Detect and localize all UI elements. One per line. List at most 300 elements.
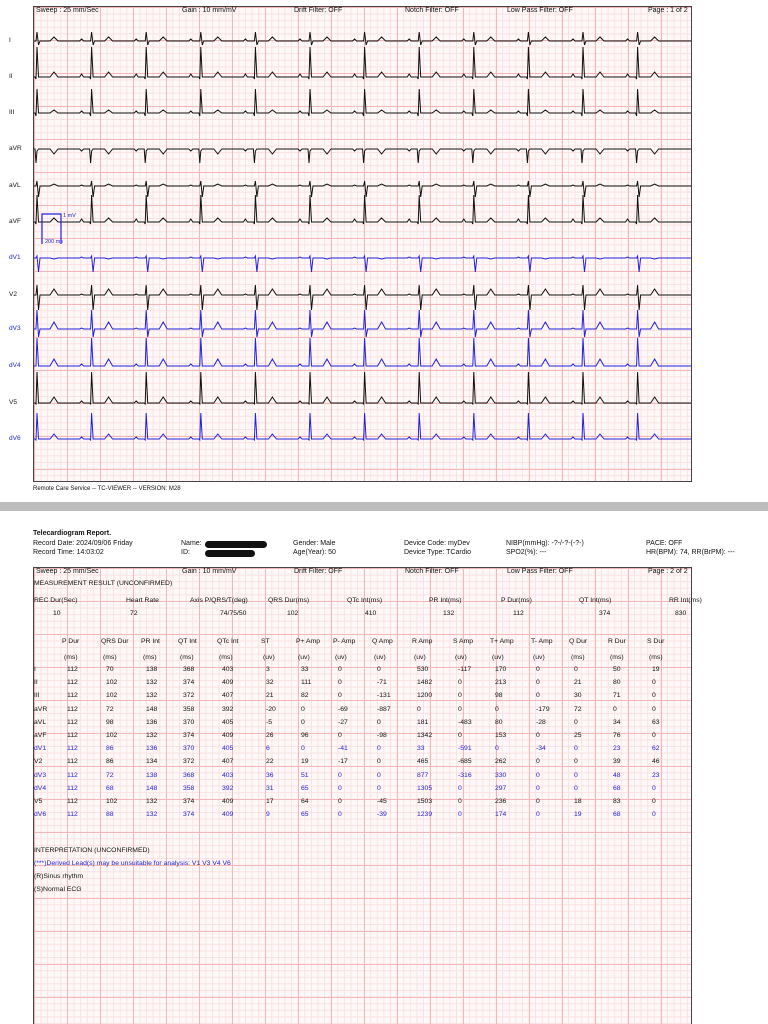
column-unit: (ms): [610, 654, 624, 661]
table-cell: 0: [652, 784, 656, 792]
table-cell: 370: [183, 718, 195, 726]
column-unit: (ms): [180, 654, 194, 661]
lead-label: V2: [9, 291, 17, 298]
column-unit: (uv): [374, 654, 386, 661]
table-cell: 0: [301, 718, 305, 726]
table-cell: 65: [301, 811, 309, 819]
interpretation-rhythm: (R)Sinus rhythm: [34, 873, 84, 880]
column-header: ST: [261, 638, 270, 645]
record-time: Record Time: 14:03:02: [33, 549, 104, 556]
summary-header: P Dur(ms): [501, 597, 532, 604]
table-cell: 368: [183, 771, 195, 779]
column-unit: (ms): [64, 654, 78, 661]
table-cell: 9: [266, 811, 270, 819]
table-cell: 403: [222, 771, 234, 779]
column-unit: (uv): [492, 654, 504, 661]
page-number: Page : 1 of 2: [648, 7, 688, 14]
table-cell: 64: [301, 798, 309, 805]
table-cell: 33: [417, 745, 425, 753]
table-cell: 112: [67, 692, 78, 700]
table-cell: 174: [495, 811, 507, 819]
table-cell: 0: [338, 811, 342, 819]
table-cell: -28: [536, 718, 546, 726]
table-cell: 132: [146, 798, 158, 805]
table-cell: 0: [377, 745, 381, 753]
table-cell: 112: [67, 798, 78, 805]
table-cell: 68: [613, 811, 621, 819]
table-cell: -316: [458, 771, 472, 779]
table-cell: 68: [106, 784, 114, 792]
table-cell: 0: [338, 666, 342, 673]
table-cell: 112: [67, 771, 78, 779]
ecg-trace-v2: [34, 285, 691, 310]
table-row-lead: V5: [34, 798, 43, 805]
table-cell: 0: [495, 705, 499, 713]
table-row-lead: dV4: [34, 784, 47, 792]
table-cell: -5: [266, 718, 273, 726]
summary-value: 10: [53, 610, 61, 617]
column-unit: (ms): [571, 654, 585, 661]
ecg-trace-dv1: [34, 256, 691, 272]
table-row-lead: V2: [34, 758, 43, 766]
table-cell: 358: [183, 705, 195, 713]
table-cell: 236: [495, 798, 507, 805]
table-cell: 0: [338, 798, 342, 805]
sweep-label: Sweep : 25 mm/Sec: [36, 7, 99, 14]
summary-value: 830: [675, 610, 687, 617]
table-cell: 68: [613, 784, 621, 792]
column-unit: (uv): [298, 654, 310, 661]
age: Age(Year): 50: [293, 549, 336, 556]
table-cell: 102: [106, 692, 118, 700]
table-row-lead: III: [34, 692, 40, 700]
calibration-time-label: 200 ms: [45, 239, 64, 245]
table-cell: 102: [106, 679, 118, 687]
table-cell: 0: [338, 784, 342, 792]
summary-header: PR Int(ms): [429, 597, 462, 604]
table-cell: 70: [106, 666, 114, 673]
table-cell: 405: [222, 745, 234, 753]
table-cell: 88: [106, 811, 114, 819]
table-cell: 26: [266, 732, 274, 739]
table-cell: 3: [266, 666, 270, 673]
table-cell: 86: [106, 745, 114, 753]
column-header: T- Amp: [531, 638, 553, 645]
column-header: S Amp: [453, 638, 474, 645]
table-cell: 80: [613, 679, 621, 687]
table-cell: 21: [574, 679, 582, 687]
table-cell: 0: [613, 705, 617, 713]
table-cell: 31: [266, 784, 274, 792]
table-cell: 136: [146, 718, 158, 726]
table-cell: 82: [301, 692, 309, 700]
lead-label: I: [9, 37, 11, 44]
ecg-trace-dv3: [34, 310, 691, 337]
column-header: R Dur: [608, 638, 626, 645]
table-cell: 21: [266, 692, 274, 700]
table-cell: 374: [183, 798, 195, 805]
sweep-label: Sweep : 25 mm/Sec: [36, 568, 99, 575]
table-cell: 392: [222, 705, 234, 713]
notch-filter-label: Notch Filter: OFF: [405, 7, 459, 14]
pace: PACE: OFF: [646, 540, 683, 547]
patient-name-label: Name:: [181, 540, 202, 547]
device-code: Device Code: myDev: [404, 540, 470, 547]
ecg-trace-avr: [34, 149, 691, 163]
table-cell: 0: [377, 666, 381, 673]
drift-filter-label: Drift Filter: OFF: [294, 7, 343, 14]
table-cell: 25: [574, 732, 582, 739]
measurement-title: MEASUREMENT RESULT (UNCONFIRMED): [34, 580, 173, 587]
table-cell: 0: [338, 732, 342, 739]
column-header: S Dur: [647, 638, 665, 645]
table-cell: 1342: [417, 732, 433, 739]
table-cell: 32: [266, 679, 274, 687]
column-unit: (ms): [649, 654, 663, 661]
table-cell: -98: [377, 732, 387, 739]
table-cell: 0: [536, 692, 540, 700]
table-cell: 0: [377, 758, 381, 766]
ecg-trace-v5: [34, 372, 691, 404]
table-cell: 0: [458, 692, 462, 700]
nibp: NIBP(mmHg): -?-/-?-(-?-): [506, 540, 584, 547]
table-cell: 39: [613, 758, 621, 766]
table-cell: 405: [222, 718, 234, 726]
table-cell: 0: [377, 784, 381, 792]
spo2: SPO2(%): ---: [506, 549, 547, 556]
table-cell: 62: [652, 745, 660, 753]
table-cell: 102: [106, 732, 118, 739]
table-cell: 0: [458, 784, 462, 792]
table-cell: 0: [536, 666, 540, 673]
ecg-trace-dv6: [34, 413, 691, 440]
ecg-trace-avf: [34, 195, 691, 224]
table-cell: 112: [67, 758, 78, 766]
table-row-lead: II: [34, 679, 38, 687]
ecg-trace-i: [34, 32, 691, 45]
table-cell: -591: [458, 745, 472, 753]
table-cell: 409: [222, 679, 234, 687]
table-cell: 132: [146, 811, 158, 819]
table-cell: 153: [495, 732, 507, 739]
table-row-lead: dV3: [34, 771, 47, 779]
table-cell: 297: [495, 784, 507, 792]
table-cell: 111: [301, 679, 312, 687]
table-cell: 72: [106, 771, 114, 779]
ecg-trace-avl: [34, 181, 691, 197]
gender: Gender: Male: [293, 540, 336, 547]
lead-label: dV3: [9, 325, 21, 332]
table-cell: 0: [536, 679, 540, 687]
heart-rate: HR(BPM): 74, RR(BrPM): ---: [646, 549, 735, 556]
table-cell: 63: [652, 718, 660, 726]
table-cell: 0: [652, 811, 656, 819]
table-cell: 0: [458, 705, 462, 713]
table-cell: 374: [183, 732, 195, 739]
table-cell: 134: [146, 758, 158, 766]
table-cell: 48: [613, 771, 621, 779]
summary-header: RR Int(ms): [669, 597, 702, 604]
table-cell: -39: [377, 811, 387, 819]
table-cell: 0: [377, 771, 381, 779]
table-cell: 0: [652, 732, 656, 739]
table-cell: 34: [613, 718, 621, 726]
lead-label: dV6: [9, 435, 21, 442]
summary-value: 72: [130, 610, 138, 617]
table-cell: 19: [301, 758, 309, 766]
table-cell: 30: [574, 692, 582, 700]
column-header: QT Int: [178, 638, 197, 645]
table-cell: 368: [183, 666, 195, 673]
patient-id-label: ID:: [181, 549, 190, 556]
notch-filter-label: Notch Filter: OFF: [405, 568, 459, 575]
table-cell: 148: [146, 784, 158, 792]
table-cell: 409: [222, 811, 234, 819]
summary-value: 74/75/50: [220, 610, 247, 617]
table-cell: 98: [106, 718, 114, 726]
table-cell: 33: [301, 666, 309, 673]
table-cell: -20: [266, 705, 276, 713]
table-cell: 46: [652, 758, 660, 766]
table-cell: 19: [574, 811, 582, 819]
table-cell: 136: [146, 745, 158, 753]
report-title: Telecardiogram Report.: [33, 530, 112, 537]
lead-label: dV1: [9, 254, 21, 261]
table-cell: 0: [536, 732, 540, 739]
table-cell: 0: [536, 811, 540, 819]
table-cell: 112: [67, 811, 78, 819]
column-unit: (ms): [143, 654, 157, 661]
table-cell: 0: [574, 745, 578, 753]
derived-lead-warning: (***)Derived Lead(s) may be unsuitable for analysis: V1 V3 V4 V6: [34, 860, 231, 867]
column-header: Q Dur: [569, 638, 588, 645]
summary-header: REC Dur(Sec): [34, 597, 78, 604]
table-cell: 0: [536, 771, 540, 779]
interpretation-title: INTERPRETATION (UNCONFIRMED): [34, 847, 150, 854]
lead-label: V5: [9, 399, 17, 406]
table-cell: 0: [574, 784, 578, 792]
table-cell: 112: [67, 784, 78, 792]
table-row-lead: I: [34, 666, 36, 673]
table-cell: 374: [183, 679, 195, 687]
table-cell: -71: [377, 679, 387, 687]
table-cell: 213: [495, 679, 507, 687]
drift-filter-label: Drift Filter: OFF: [294, 568, 343, 575]
table-cell: 0: [574, 758, 578, 766]
table-cell: 0: [458, 798, 462, 805]
table-cell: 0: [458, 679, 462, 687]
table-cell: 0: [652, 705, 656, 713]
table-cell: 36: [266, 771, 274, 779]
table-cell: 392: [222, 784, 234, 792]
table-cell: -887: [377, 705, 391, 713]
table-cell: 465: [417, 758, 429, 766]
column-header: PR Int: [141, 638, 160, 645]
table-cell: 98: [495, 692, 503, 700]
table-cell: 112: [67, 705, 78, 713]
table-cell: 0: [536, 798, 540, 805]
column-header: P+ Amp: [296, 638, 320, 645]
table-cell: 0: [652, 798, 656, 805]
gain-label: Gain : 10 mm/mV: [182, 7, 237, 14]
table-cell: 132: [146, 732, 158, 739]
table-cell: 112: [67, 745, 78, 753]
table-cell: -34: [536, 745, 546, 753]
table-cell: 0: [536, 784, 540, 792]
table-cell: -45: [377, 798, 387, 805]
table-cell: 170: [495, 666, 507, 673]
column-unit: (ms): [219, 654, 233, 661]
column-unit: (uv): [335, 654, 347, 661]
column-header: Q Amp: [372, 638, 393, 645]
table-cell: 407: [222, 692, 234, 700]
table-cell: 1239: [417, 811, 433, 819]
table-cell: 409: [222, 798, 234, 805]
table-cell: 0: [574, 718, 578, 726]
table-cell: -41: [338, 745, 348, 753]
table-cell: -179: [536, 705, 550, 713]
table-row-lead: aVF: [34, 732, 47, 739]
summary-value: 102: [287, 610, 299, 617]
summary-header: Heart Rate: [126, 597, 159, 604]
table-cell: 22: [266, 758, 274, 766]
lead-label: III: [9, 109, 15, 116]
summary-header: Axis P/QRS/T(deg): [190, 597, 248, 604]
page-footer: Remote Care Service -- TC-VIEWER -- VERSION: M28: [33, 486, 181, 492]
table-cell: 6: [266, 745, 270, 753]
table-cell: 403: [222, 666, 234, 673]
table-cell: 102: [106, 798, 118, 805]
table-cell: 19: [652, 666, 660, 673]
column-header: P- Amp: [333, 638, 356, 645]
summary-header: QTc Int(ms): [347, 597, 383, 604]
summary-value: 410: [365, 610, 377, 617]
table-cell: 76: [613, 732, 621, 739]
table-row-lead: dV6: [34, 811, 47, 819]
table-cell: 372: [183, 692, 195, 700]
ecg-trace-iii: [34, 89, 691, 116]
table-cell: 530: [417, 666, 429, 673]
measurement-page-2: [33, 567, 702, 1024]
calibration-amplitude-label: 1 mV: [63, 213, 76, 219]
lead-label: aVF: [9, 218, 21, 225]
summary-value: 132: [443, 610, 455, 617]
gain-label: Gain : 10 mm/mV: [182, 568, 237, 575]
column-unit: (uv): [455, 654, 467, 661]
table-cell: 0: [536, 758, 540, 766]
lead-label: aVR: [9, 145, 22, 152]
device-type: Device Type: TCardio: [404, 549, 472, 556]
table-cell: 0: [338, 679, 342, 687]
record-date: Record Date: 2024/09/06 Friday: [33, 540, 133, 547]
table-cell: 0: [458, 811, 462, 819]
redacted-name: [205, 541, 267, 548]
table-cell: 0: [574, 666, 578, 673]
table-cell: 71: [613, 692, 621, 700]
table-cell: 112: [67, 666, 78, 673]
lowpass-filter-label: Low Pass Filter: OFF: [507, 7, 573, 14]
lowpass-filter-label: Low Pass Filter: OFF: [507, 568, 573, 575]
table-cell: 0: [652, 679, 656, 687]
table-cell: 138: [146, 666, 158, 673]
table-cell: 72: [106, 705, 114, 713]
table-cell: 17: [266, 798, 274, 805]
column-header: T+ Amp: [490, 638, 514, 645]
table-cell: 407: [222, 758, 234, 766]
table-cell: 262: [495, 758, 507, 766]
table-cell: 0: [652, 692, 656, 700]
table-cell: 1503: [417, 798, 433, 805]
table-cell: 138: [146, 771, 158, 779]
lead-label: II: [9, 73, 13, 80]
summary-value: 112: [513, 610, 524, 617]
table-cell: 0: [338, 692, 342, 700]
table-cell: 877: [417, 771, 429, 779]
table-row-lead: aVR: [34, 705, 48, 713]
table-cell: -685: [458, 758, 472, 766]
column-unit: (uv): [533, 654, 545, 661]
table-cell: 181: [417, 718, 429, 726]
table-cell: 132: [146, 679, 158, 687]
table-cell: 112: [67, 679, 78, 687]
table-cell: 0: [417, 705, 421, 713]
table-cell: 374: [183, 811, 195, 819]
table-cell: 0: [458, 732, 462, 739]
table-row-lead: dV1: [34, 745, 47, 753]
table-cell: 1305: [417, 784, 433, 792]
redacted-id: [205, 550, 255, 557]
table-cell: 148: [146, 705, 158, 713]
table-cell: 96: [301, 732, 309, 739]
summary-header: QT Int(ms): [579, 597, 612, 604]
table-cell: 1482: [417, 679, 433, 687]
table-cell: 80: [495, 718, 503, 726]
table-cell: 372: [183, 758, 195, 766]
column-unit: (uv): [414, 654, 426, 661]
column-unit: (ms): [103, 654, 117, 661]
table-row-lead: aVL: [34, 718, 47, 726]
table-cell: 0: [495, 745, 499, 753]
column-header: P Dur: [62, 638, 80, 645]
table-cell: 51: [301, 771, 309, 779]
table-cell: 370: [183, 745, 195, 753]
table-cell: 330: [495, 771, 507, 779]
table-cell: -27: [338, 718, 348, 726]
table-cell: -131: [377, 692, 391, 700]
column-header: QTc Int: [217, 638, 239, 645]
table-cell: -69: [338, 705, 348, 713]
table-cell: 0: [377, 718, 381, 726]
page-separator: [0, 502, 768, 511]
table-cell: 50: [613, 666, 621, 673]
table-cell: 112: [67, 732, 78, 739]
table-cell: 1200: [417, 692, 433, 700]
table-cell: 0: [301, 705, 305, 713]
table-cell: -483: [458, 718, 472, 726]
table-cell: 23: [652, 771, 660, 779]
column-unit: (uv): [263, 654, 275, 661]
table-cell: 358: [183, 784, 195, 792]
table-cell: 112: [67, 718, 78, 726]
table-cell: 86: [106, 758, 114, 766]
lead-label: dV4: [9, 362, 21, 369]
table-cell: 0: [301, 745, 305, 753]
table-cell: 65: [301, 784, 309, 792]
table-cell: 72: [574, 705, 582, 713]
column-header: R Amp: [412, 638, 433, 645]
table-cell: -17: [338, 758, 348, 766]
table-cell: 18: [574, 798, 582, 805]
